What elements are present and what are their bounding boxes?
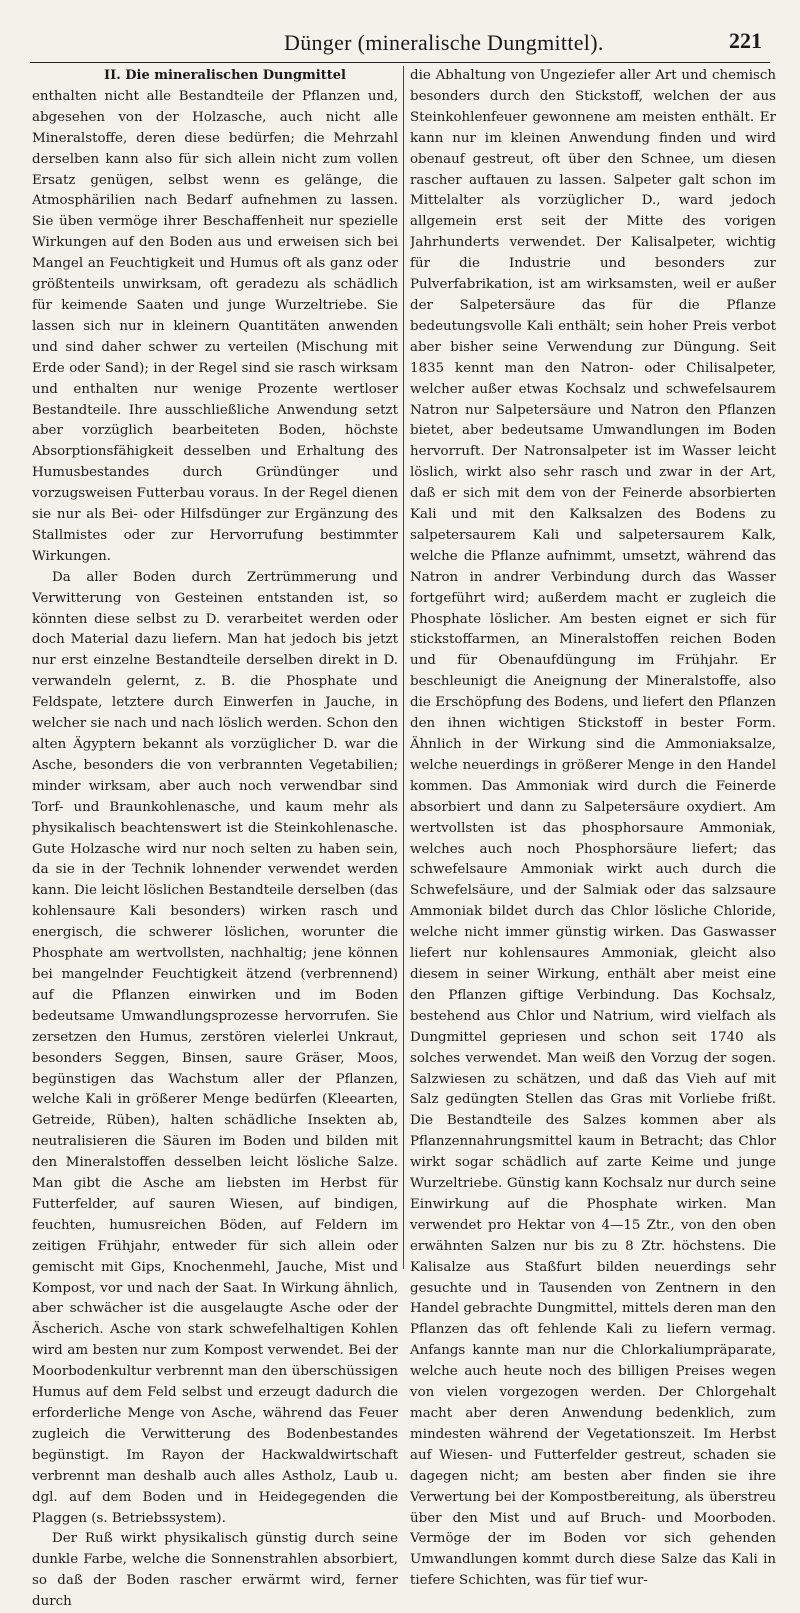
paragraph: Der Ruß wirkt physikalisch günstig durch seine dunkle Farbe, welche die Sonnenstrahlen absorbiert, so daß der Boden rascher erwärmt wird, ferner durch: [32, 1531, 398, 1610]
text-columns: [32, 66, 776, 1610]
left-column: [32, 66, 398, 1613]
page-header: [30, 26, 770, 60]
column-divider: [403, 66, 404, 1269]
paragraph: die Abhaltung von Ungeziefer aller Art und chemisch besonders durch den Stickstoff, welchen der aus Steinkohlenfeuer gewonnene am meisten enthält. Er kann nur im kleinen Anwendung finden und wird obenauf gestreut, oft über den Schnee, um diesen rascher auftauen zu lassen. Salpeter galt schon im Mittelalter als vorzüglicher D., ward jedoch allgemein erst seit der Mitte des vorigen Jahrhunderts verwendet. Der Kalisalpeter, wichtig für die Industrie und besonders zur Pulverfabrikation, ist am wirksamsten, weil er außer der Salpetersäure das für die Pflanze bedeutungsvolle Kali enthält; sein hoher Preis verbot aber bisher seine Verwendung zur Düngung. Seit 1835 kennt man den Natron- oder Chilisalpeter, welcher außer etwas Kochsalz und schwefelsaurem Natron nur Salpetersäure und Natron den Pflanzen bietet, aber bedeutsame Umwandlungen im Boden hervorruft. Der Natronsalpeter ist im Wasser leicht löslich, wirkt also sehr rasch und zwar in der Art, daß er sich mit dem von der Feinerde absorbierten Kali und mit den Kalksalzen des Bodens zu salpetersaurem Kali und salpetersaurem Kalk, welche die Pflanze aufnimmt, umsetzt, während das Natron in andrer Verbindung durch das Wasser fortgeführt wird; außerdem macht er zugleich die Phosphate löslicher. Am besten eignet er sich für stickstoffarmen, an Mineralstoffen reichen Boden und für Obenaufdüngung im Frühjahr. Er beschleunigt die Aneignung der Mineralstoffe, also die Erschöpfung des Bodens, und liefert den Pflanzen den ihnen wichtigen Stickstoff in bester Form. Ähnlich in der Wirkung sind die Ammoniaksalze, welche neuerdings in größerer Menge in den Handel kommen. Das Ammoniak wird durch die Feinerde absorbiert und dann zu Salpetersäure oxydiert. Am wertvollsten ist das phosphorsaure Ammoniak, welches auch noch Phosphorsäure liefert; das schwefelsaure Ammoniak wirkt auch durch die Schwefelsäure, und der Salmiak oder das salzsaure Ammoniak bildet durch das Chlor lösliche Chloride, welche nicht immer günstig wirken. Das Gaswasser liefert nur kohlensaures Ammoniak, gleicht also diesem in seiner Wirkung, enthält aber meist eine den Pflanzen giftige Verbindung. Das Kochsalz, bestehend aus Chlor und Natrium, wird vielfach als Dungmittel gepriesen und schon seit 1740 als solches verwendet. Man weiß den Vorzug der sogen. Salzwiesen zu schätzen, und daß das Vieh auf mit Salz gedüngten Stellen das Gras mit Vorliebe frißt. Die Bestandteile des Salzes kommen aber als Pflanzennahrungsmittel kaum in Betracht; das Chlor wirkt sogar schädlich auf zarte Keime und junge Wurzeltriebe. Günstig kann Kochsalz nur durch seine Einwirkung auf die Phosphate wirken. Man verwendet pro Hektar von 4—15 Ztr., von den oben erwähnten Salzen nur bis zu 8 Ztr. höchstens. Die Kalisalze aus Staßfurt bilden neuerdings sehr gesuchte und in Tausenden von Zentnern in den Handel gebrachte Dungmittel, mittels deren man den Pflanzen das oft fehlende Kali zu liefern vermag. Anfangs kannte man nur die Chlorkaliumpräparate, welche auch heute noch des billigen Preises wegen von vielen vorgezogen werden. Der Chlorgehalt macht aber deren Anwendung bedenklich, zum mindesten während der Vegetationszeit. Im Herbst auf Wiesen- und Futterfelder gestreut, schaden sie dagegen nicht; am besten aber finden sie ihre Verwertung bei der Kompostbereitung, als überstreu über den Mist und auf Bruch- und Moorboden. Vermöge der im Boden vor sich gehenden Umwandlungen kommt durch diese Salze das Kali in tiefere Schichten, was für tief wur-: [410, 68, 776, 1589]
section-subheading: II. Die mineralischen Dungmittel: [104, 68, 346, 83]
right-column: [410, 66, 776, 1592]
paragraph: Da aller Boden durch Zertrümmerung und Verwitterung von Gesteinen entstanden ist, so könnten diese selbst zu D. verarbeitet werden oder doch Material dazu liefern. Man hat jedoch bis jetzt nur erst einzelne Bestandteile derselben direkt in D. verwandeln gelernt, z. B. die Phosphate und Feldspate, letztere durch Einwerfen in Jauche, in welcher sie nach und nach löslich werden. Schon den alten Ägyptern bekannt als vorzüglicher D. war die Asche, besonders die von verbrannten Vegetabilien; minder wirksam, aber auch noch verwendbar sind Torf- und Braunkohlenasche, und kaum mehr als physikalisch beachtenswert ist die Steinkohlenasche. Gute Holzasche wird nur noch selten zu haben sein, da sie in der Technik lohnender verwendet werden kann. Die leicht löslichen Bestandteile derselben (das kohlensaure Kali besonders) wirken rasch und energisch, die schwerer löslichen, worunter die Phosphate am wertvollsten, nachhaltig; jene können bei mangelnder Feuchtigkeit ätzend (verbrennend) auf die Pflanzen einwirken und im Boden bedeutsame Umwandlungsprozesse hervorrufen. Sie zersetzen den Humus, zerstören vielerlei Unkraut, besonders Seggen, Binsen, saure Gräser, Moos, begünstigen das Wachstum aller der Pflanzen, welche Kali in größerer Menge bedürfen (Kleearten, Getreide, Rüben), halten schädliche Insekten ab, neutralisieren die Säuren im Boden und bilden mit den Mineralstoffen desselben leicht lösliche Salze. Man gibt die Asche am liebsten im Herbst für Futterfelder, auf sauren Wiesen, auf bindigen, feuchten, humusreichen Böden, auf Feldern im zeitigen Frühjahr, entweder für sich allein oder gemischt mit Gips, Knochenmehl, Jauche, Mist und Kompost, vor und nach der Saat. In Wirkung ähnlich, aber schwächer ist die ausgelaugte Asche oder der Äscherich. Asche von stark schwefelhaltigen Kohlen wird am besten nur zum Kompost verwendet. Bei der Moorbodenkultur verbrennt man den überschüssigen Humus auf dem Feld selbst und erzeugt dadurch die erforderliche Menge von Asche, während das Feuer zugleich die Verwitterung des Bodenbestandes begünstigt. Im Rayon der Hackwaldwirtschaft verbrennt man deshalb auch alles Astholz, Laub u. dgl. auf dem Boden und in Heidegegenden die Plaggen (s. Betriebssystem).: [32, 569, 398, 1526]
page-title: Dünger (mineralische Dungmittel).: [284, 30, 604, 55]
paragraph: enthalten nicht alle Bestandteile der Pflanzen und, abgesehen von der Holzasche, auch nicht alle Mineralstoffe, deren diese bedürfen; die Mehrzahl derselben kann also für sich allein nicht zum vollen Ersatz genügen, selbst wenn es gelänge, die Atmosphärilien nach Bedarf aufnehmen zu lassen. Sie üben vermöge ihrer Beschaffenheit nur spezielle Wirkungen auf den Boden aus und erweisen sich bei Mangel an Feuchtigkeit und Humus oft als ganz oder größtenteils unwirksam, oft geradezu als schädlich für keimende Saaten und junge Wurzeltriebe. Sie lassen sich nur in kleinern Quantitäten anwenden und sind daher schwer zu verteilen (Mischung mit Erde oder Sand); in der Regel sind sie rasch wirksam und enthalten nur wenige Prozente wertloser Bestandteile. Ihre ausschließliche Anwendung setzt aber vorzüglich bearbeiteten Boden, höchste Absorptionsfähigkeit desselben und Erhaltung des Humusbestandes durch Gründünger und vorzugsweisen Futterbau voraus. In der Regel dienen sie nur als Bei- oder Hilfsdünger zur Ergänzung des Stallmistes oder zur Hervorrufung bestimmter Wirkungen.: [32, 88, 398, 564]
page-number: 221: [729, 28, 762, 53]
header-rule: [30, 62, 770, 63]
